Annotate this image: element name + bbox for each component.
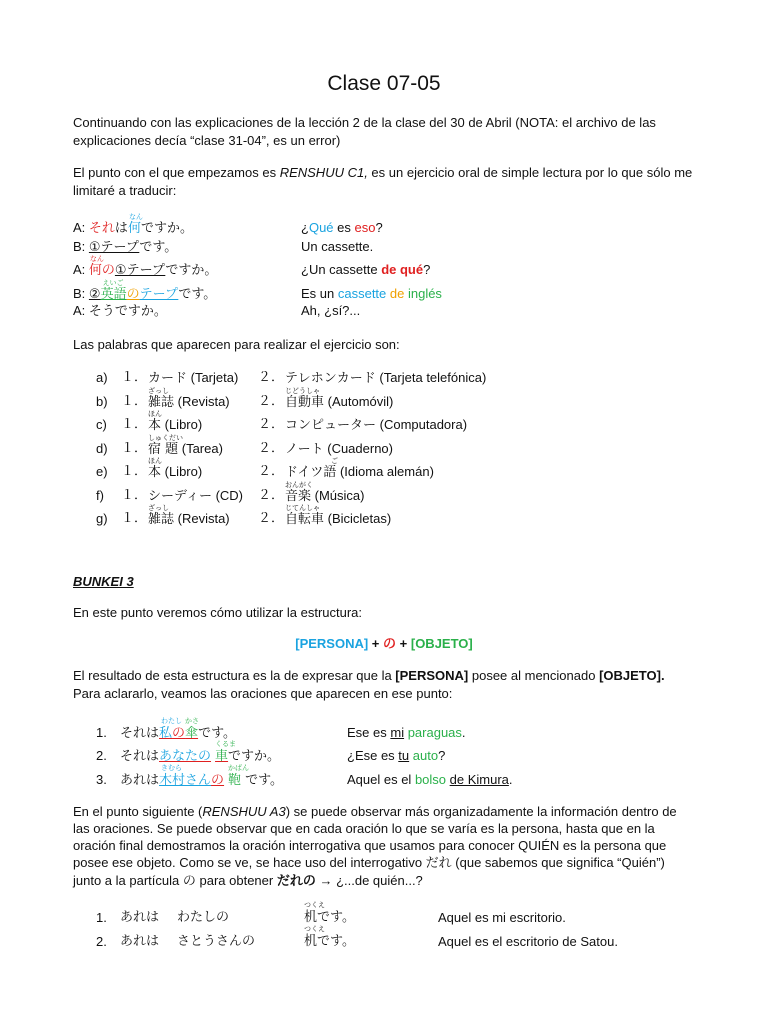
jp-kanji <box>159 717 183 741</box>
example-2-jp <box>120 740 281 765</box>
es-text: de qué <box>381 262 424 277</box>
jp-text: の <box>182 874 196 889</box>
es-text: mi <box>390 725 405 740</box>
text: ) se puede observar más organizadamente la información dentro de las oraciones. Se puede observar que en cada oración lo que se varía es la persona, hasta que en la oración final demostramos la oración interrogativa que usamos para conocer QUIÉN es la persona que posee ese objeto. Como se ve, se hace uso del interrogativo <box>73 804 677 870</box>
translation-line-2: Un cassette. <box>301 239 374 254</box>
final-1-jp-c <box>304 901 355 926</box>
furigana: じてんしゃ <box>285 504 320 512</box>
translation-line-1 <box>301 220 383 236</box>
jp-text: それは <box>120 726 160 741</box>
final-2-jp-a: あれは <box>120 934 160 949</box>
furigana: ざっし <box>148 504 169 512</box>
renshuu-paragraph <box>73 803 693 890</box>
word-translation: (Libro) <box>161 464 203 479</box>
word-letter: g) <box>96 511 108 526</box>
formula-objeto: [OBJETO] <box>410 636 473 651</box>
jp-text: そうですか。 <box>88 304 167 319</box>
furigana: なん <box>89 255 104 263</box>
es-text: de <box>386 286 408 301</box>
furigana: くるま <box>215 740 237 748</box>
jp-word <box>148 504 175 527</box>
text-bold: [OBJETO]. <box>599 668 665 683</box>
final-1-es: Aquel es mi escritorio. <box>438 910 566 925</box>
text: → ¿...de quién...? <box>315 873 423 888</box>
example-number: 1. <box>96 725 107 740</box>
es-text: tu <box>398 748 410 763</box>
final-2-jp-c <box>304 925 355 950</box>
kanji-text: 英語 <box>100 287 127 302</box>
word-item-2 <box>285 504 392 528</box>
word-translation: (Tarjeta) <box>187 370 239 385</box>
word-item-2 <box>285 417 467 434</box>
word-item-2 <box>285 370 486 387</box>
es-text: ? <box>423 262 431 277</box>
intro-paragraph-1: Continuando con las explicaciones de la lección 2 de la clase del 30 de Abril (NOTA: el archivo de las explicaciones decía “clase 31-04”, es un error) <box>73 115 656 148</box>
jp-word <box>285 481 313 504</box>
jp-word <box>285 371 376 386</box>
es-text: auto <box>412 748 439 763</box>
jp-word <box>285 457 338 480</box>
jp-text: ② <box>88 287 101 302</box>
kanji-text: 何 <box>127 221 141 236</box>
jp-text: の <box>211 773 225 788</box>
jp-kanji <box>215 740 237 764</box>
jp-word <box>285 418 376 433</box>
es-text: eso <box>354 220 376 235</box>
jp-text: ですか。 <box>228 749 281 764</box>
text: En el punto siguiente ( <box>73 804 203 819</box>
es-text: . <box>461 725 466 740</box>
es-text: bolso <box>414 772 447 787</box>
word-text: 自動車 <box>285 395 325 410</box>
es-text: Aquel es el <box>347 772 415 787</box>
dialog-line-5 <box>73 303 167 320</box>
jp-word <box>285 442 324 457</box>
kanji-text: 何の <box>88 263 115 278</box>
word-number: ２． <box>258 394 285 409</box>
word-number: １． <box>121 488 148 503</box>
example-1-es <box>347 725 466 741</box>
jp-text: です。 <box>317 910 355 925</box>
word-letter: c) <box>96 417 107 432</box>
word-item-1 <box>148 488 243 505</box>
text: (que sabemos que significa “Quién”) junto a la partícula <box>73 855 665 888</box>
kanji-text: 鞄 <box>228 773 242 788</box>
renshuu-c1-label: RENSHUU C1, <box>279 165 368 180</box>
furigana: ほん <box>148 410 162 418</box>
word-translation: (Revista) <box>174 394 230 409</box>
jp-text: は <box>114 221 128 236</box>
es-text: Ese es <box>347 725 391 740</box>
formula-plus: + <box>368 636 384 651</box>
dialog-line-4 <box>73 279 217 303</box>
word-text: シーディー <box>148 489 212 504</box>
translation-line-4 <box>301 286 442 302</box>
es-text: de Kimura <box>449 772 509 787</box>
word-translation: (Música) <box>311 488 365 503</box>
formula-particle: の <box>383 637 397 652</box>
furigana: つくえ <box>304 925 325 933</box>
formula-persona: [PERSONA] <box>295 636 369 651</box>
word-text: 自転車 <box>285 512 325 527</box>
text: Para aclararlo, veamos las oraciones que aparecen en ese punto: <box>73 686 453 701</box>
jp-text: の <box>172 726 186 741</box>
es-text: ¿Un cassette <box>301 262 382 277</box>
jp-word <box>148 387 175 410</box>
jp-text: あなたの <box>159 749 212 764</box>
text: para obtener <box>195 873 277 888</box>
word-text: 本 <box>148 465 162 480</box>
kanji-text: 机 <box>304 934 318 949</box>
bunkei-intro: En este punto veremos cómo utilizar la estructura: <box>73 605 363 620</box>
word-number: １． <box>121 464 148 479</box>
jp-text: だれ <box>425 856 452 871</box>
jp-text: ですか。 <box>165 263 218 278</box>
word-translation: (Revista) <box>174 511 230 526</box>
translation-line-3 <box>301 262 430 278</box>
final-2-es: Aquel es el escritorio de Satou. <box>438 934 618 949</box>
furigana: おんがく <box>285 481 313 489</box>
jp-text: あれは <box>120 773 160 788</box>
jp-kanji <box>159 764 212 788</box>
jp-kanji <box>88 255 115 278</box>
jp-word <box>285 504 325 527</box>
furigana: つくえ <box>304 901 325 909</box>
example-2-es <box>347 748 445 764</box>
speaker: B: <box>73 239 89 254</box>
word-translation: (CD) <box>211 488 244 503</box>
page-title: Clase 07-05 <box>327 72 441 95</box>
word-item-2 <box>285 457 434 481</box>
furigana: しゅくだい <box>148 434 183 442</box>
word-translation: (Bicicletas) <box>324 511 392 526</box>
formula-plus: + <box>396 636 411 651</box>
word-translation: (Libro) <box>161 417 203 432</box>
word-number: ２． <box>258 441 285 456</box>
word-translation: (Cuaderno) <box>323 441 393 456</box>
es-text: ¿Ese es <box>347 748 399 763</box>
speaker: A: <box>73 303 89 318</box>
word-number: １． <box>121 511 148 526</box>
word-text: ドイツ語 <box>285 465 337 480</box>
word-letter: e) <box>96 464 108 479</box>
jp-kanji <box>304 925 325 949</box>
word-number: ２． <box>258 488 285 503</box>
jp-word <box>148 489 212 504</box>
jp-text: です。 <box>139 240 178 255</box>
jp-text-bold: だれの <box>276 874 316 889</box>
jp-text: です。 <box>245 773 284 788</box>
example-3-es <box>347 772 513 788</box>
jp-text: です。 <box>317 934 355 949</box>
text: posee al mencionado <box>468 668 600 683</box>
word-text: ノート <box>285 442 324 457</box>
jp-text: それは <box>120 749 160 764</box>
es-text: inglés <box>407 286 442 301</box>
final-number: 1. <box>96 910 107 925</box>
bunkei-paragraph <box>73 667 693 703</box>
jp-text: ですか。 <box>140 221 193 236</box>
word-letter: b) <box>96 394 108 409</box>
es-text: ? <box>375 220 383 235</box>
jp-word <box>148 371 187 386</box>
kanji-text: 木村さん <box>159 773 212 788</box>
es-text: Es un <box>301 286 338 301</box>
dialog-line-1 <box>73 213 193 237</box>
jp-word <box>148 434 183 457</box>
word-item-2 <box>285 387 394 411</box>
jp-kanji <box>304 901 325 925</box>
word-translation: (Tarjeta telefónica) <box>375 370 487 385</box>
jp-text: です。 <box>178 287 217 302</box>
jp-text: ①テープ <box>88 240 140 255</box>
translation-line-5: Ah, ¿sí?... <box>301 303 361 318</box>
word-item-1 <box>148 370 238 387</box>
dialog-line-3 <box>73 255 218 279</box>
word-number: １． <box>121 441 148 456</box>
speaker: A: <box>73 262 89 277</box>
es-text: Qué <box>308 220 334 235</box>
furigana: かばん <box>228 764 250 772</box>
intro-text: El punto con el que empezamos es <box>73 165 280 180</box>
word-letter: a) <box>96 370 108 385</box>
word-number: ２． <box>258 511 285 526</box>
word-item-2 <box>285 441 393 458</box>
word-item-1 <box>148 457 203 481</box>
word-number: １． <box>121 394 148 409</box>
jp-kanji <box>185 717 200 741</box>
text-italic: RENSHUU A3 <box>202 804 286 819</box>
text-bold: [PERSONA] <box>395 668 469 683</box>
furigana: かさ <box>185 717 200 725</box>
word-text: テレホンカード <box>285 371 376 386</box>
jp-kanji <box>228 764 250 788</box>
word-item-1 <box>148 434 223 458</box>
word-text: 雑誌 <box>148 512 175 527</box>
jp-word <box>285 387 325 410</box>
word-text: 雑誌 <box>148 395 175 410</box>
final-1-jp-b: わたしの <box>177 910 230 925</box>
word-letter: f) <box>96 488 104 503</box>
word-item-2 <box>285 481 365 505</box>
word-text: 音楽 <box>285 489 312 504</box>
kanji-text: 机 <box>304 910 318 925</box>
structure-formula <box>0 636 768 653</box>
jp-text: ①テープ <box>114 263 166 278</box>
word-translation: (Idioma alemán) <box>336 464 434 479</box>
kanji-text: 傘 <box>185 726 199 741</box>
final-1-jp-a: あれは <box>120 910 160 925</box>
intro-text-end: es un ejercicio oral de simple lectura por lo que sólo me limitaré a traducir: <box>73 165 693 198</box>
final-2-jp-b: さとうさんの <box>177 934 256 949</box>
furigana: きむら <box>161 764 183 772</box>
section-heading: BUNKEI 3 <box>73 574 134 589</box>
final-number: 2. <box>96 934 107 949</box>
jp-kanji <box>100 279 127 302</box>
word-translation: (Tarea) <box>178 441 223 456</box>
word-text: カード <box>148 371 188 386</box>
word-number: １． <box>121 417 148 432</box>
word-number: ２． <box>258 370 285 385</box>
word-item-1 <box>148 504 230 528</box>
es-text: paraguas <box>407 725 462 740</box>
word-number: １． <box>121 370 148 385</box>
word-text: 本 <box>148 418 162 433</box>
intro-paragraph-2 <box>73 164 693 200</box>
jp-text: の <box>126 287 140 302</box>
es-text: ? <box>438 748 446 763</box>
text: El resultado de esta estructura es la de expresar que la <box>73 668 396 683</box>
jp-word <box>148 410 162 433</box>
word-number: ２． <box>258 464 285 479</box>
jp-word <box>148 457 162 480</box>
furigana: なん <box>128 213 143 221</box>
word-item-1 <box>148 410 203 434</box>
word-text: 宿 題 <box>148 442 179 457</box>
speaker: B: <box>73 286 89 301</box>
word-translation: (Computadora) <box>376 417 468 432</box>
jp-text: それ <box>88 221 115 236</box>
jp-text: テープ <box>139 287 179 302</box>
es-text: . <box>508 772 513 787</box>
es-text: cassette <box>337 286 387 301</box>
furigana: わたし <box>161 717 183 725</box>
word-letter: d) <box>96 441 108 456</box>
word-item-1 <box>148 387 230 411</box>
kanji-text: 車 <box>215 749 229 764</box>
furigana: ざっし <box>148 387 169 395</box>
es-text: ¿ <box>301 220 309 235</box>
es-text: es <box>333 220 355 235</box>
furigana: えいご <box>102 279 124 287</box>
example-3-jp <box>120 764 284 789</box>
furigana: ほん <box>148 457 162 465</box>
jp-text: です。 <box>198 726 237 741</box>
jp-kanji <box>127 213 143 236</box>
dialog-line-2 <box>73 239 177 256</box>
word-text: コンピューター <box>285 418 377 433</box>
furigana: ご <box>331 457 338 465</box>
example-number: 3. <box>96 772 107 787</box>
word-number: ２． <box>258 417 285 432</box>
word-translation: (Automóvil) <box>324 394 394 409</box>
speaker: A: <box>73 220 89 235</box>
example-number: 2. <box>96 748 107 763</box>
words-intro: Las palabras que aparecen para realizar el ejercicio son: <box>73 337 400 352</box>
kanji-text: 私 <box>159 726 173 741</box>
furigana: じどうしゃ <box>285 387 320 395</box>
